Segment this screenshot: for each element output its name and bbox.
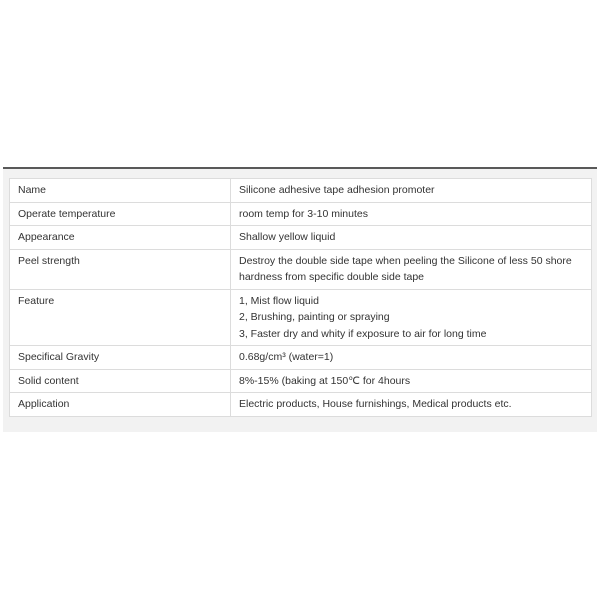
table-row [10,346,592,370]
table-row [10,202,592,226]
spec-panel [3,167,597,432]
spec-value [231,289,592,346]
spec-label: Feature [10,289,231,346]
spec-value [231,393,592,417]
spec-value-line: 3, Faster dry and whity if exposure to air for long time [239,327,487,340]
spec-value-line: room temp for 3-10 minutes [239,207,368,220]
table-row [10,226,592,250]
spec-value-line: hardness from specific double side tape [239,271,425,283]
spec-value [231,369,592,393]
spec-label: Appearance [10,226,231,250]
spec-label: Application [10,393,231,417]
spec-value-line: Shallow yellow liquid [239,231,336,243]
table-row [10,249,592,289]
spec-value-line: 8%-15% (baking at 150℃ for 4hours [239,374,411,387]
table-row [10,289,592,346]
spec-value [231,226,592,250]
spec-label: Solid content [10,369,231,393]
spec-value-line: 1, Mist flow liquid [239,294,319,307]
spec-table [9,178,592,417]
spec-label: Name [10,179,231,203]
spec-value-line: Destroy the double side tape when peeling the Silicone of less 50 shore [239,254,572,267]
table-row [10,179,592,203]
spec-label: Specifical Gravity [10,346,231,370]
spec-value-line: 2, Brushing, painting or spraying [239,311,390,323]
spec-value [231,346,592,370]
table-row [10,369,592,393]
spec-value-line: Electric products, House furnishings, Medical products etc. [239,398,512,410]
spec-value [231,249,592,289]
spec-label: Operate temperature [10,202,231,226]
spec-value-line: Silicone adhesive tape adhesion promoter [239,184,435,196]
spec-label: Peel strength [10,249,231,289]
spec-value [231,179,592,203]
spec-value [231,202,592,226]
spec-value-line: 0.68g/cm³ (water=1) [239,351,334,363]
table-row [10,393,592,417]
